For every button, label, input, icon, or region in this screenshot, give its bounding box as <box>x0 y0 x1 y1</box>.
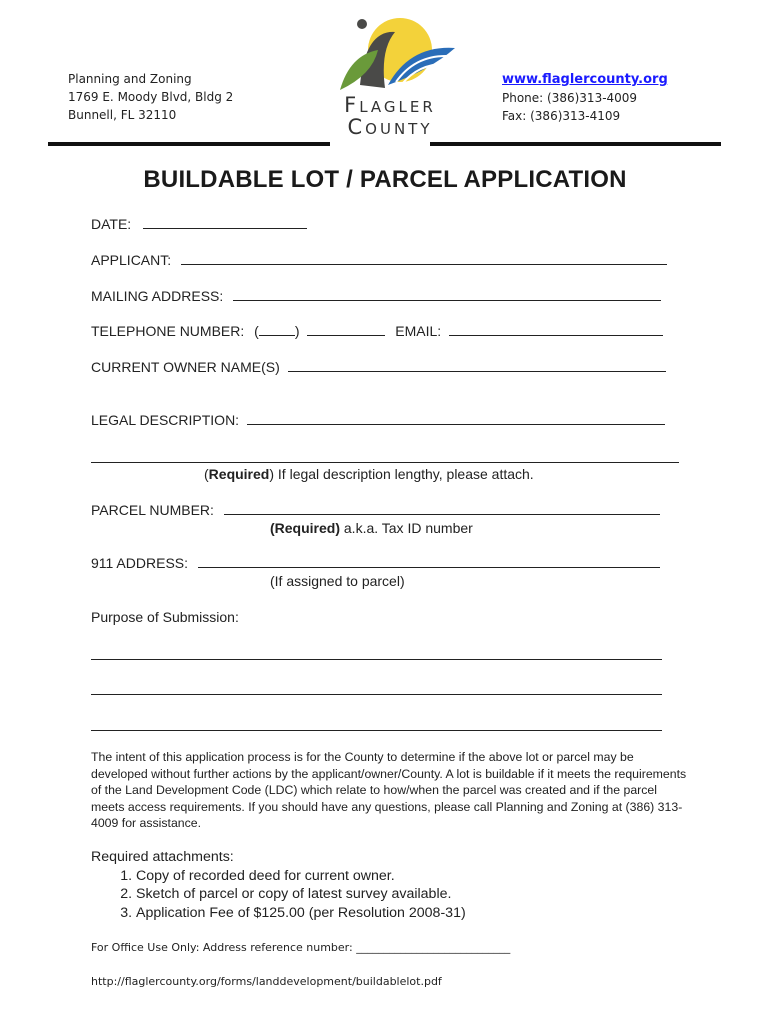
date-field[interactable] <box>143 216 307 229</box>
mailing-address-field[interactable] <box>233 288 661 301</box>
attachment-item: 3. Application Fee of $125.00 (per Resolution 2008-31) <box>136 904 466 923</box>
current-owner-label: CURRENT OWNER NAME(S) <box>91 359 280 375</box>
address-911-label: 911 ADDRESS: <box>91 555 189 571</box>
applicant-field[interactable] <box>181 252 667 265</box>
parcel-note-required: (Required) <box>270 520 340 536</box>
parcel-number-label: PARCEL NUMBER: <box>91 502 214 518</box>
mailing-address-row <box>91 288 661 304</box>
area-code-open: ( <box>254 323 259 339</box>
telephone-row <box>91 323 663 339</box>
office-city: Bunnell, FL 32110 <box>68 108 177 122</box>
mailing-address-label: MAILING ADDRESS: <box>91 288 224 304</box>
email-label: EMAIL: <box>395 323 442 339</box>
logo-line-1: Flagler <box>344 93 436 117</box>
parcel-number-note <box>270 520 473 536</box>
logo-line-2: County <box>347 115 433 139</box>
legal-note-rest: ) If legal description lengthy, please attach. <box>269 466 534 482</box>
date-label: DATE: <box>91 216 132 232</box>
legal-description-label: LEGAL DESCRIPTION: <box>91 412 240 428</box>
office-address <box>68 70 233 124</box>
purpose-line-1[interactable] <box>91 659 662 660</box>
attachments-list <box>91 867 466 923</box>
date-row <box>91 216 307 232</box>
parcel-note-rest: a.k.a. Tax ID number <box>340 520 473 536</box>
applicant-label: APPLICANT: <box>91 252 172 268</box>
attachment-item: 1. Copy of recorded deed for current owner. <box>136 867 466 886</box>
flagler-county-logo <box>310 10 470 150</box>
address-911-row <box>91 555 660 571</box>
legal-note-required: Required <box>208 466 270 482</box>
legal-description-field[interactable] <box>247 412 665 425</box>
fax-number: Fax: (386)313-4109 <box>502 109 621 123</box>
telephone-field[interactable] <box>307 323 385 336</box>
footer-url: http://flaglercounty.org/forms/landdevelopment/buildablelot.pdf <box>91 975 442 988</box>
office-use-line: For Office Use Only: Address reference number: ____________________________ <box>91 941 511 954</box>
parcel-number-field[interactable] <box>224 502 660 515</box>
current-owner-field[interactable] <box>288 359 666 372</box>
address-911-note: (If assigned to parcel) <box>270 573 405 589</box>
intent-paragraph: The intent of this application process is for the County to determine if the above lot or parcel may be developed without further actions by the applicant/owner/County. A lot is buildable if it meets the requirements of the Land Development Code (LDC) which relate to how/when the parcel was created and if the parcel meets access requirements. If you should have any questions, please call Planning and Zoning at (386) 313-4009 for assistance. <box>91 750 687 831</box>
area-code-close: ) <box>294 323 300 339</box>
required-attachments <box>91 848 466 922</box>
page-title: BUILDABLE LOT / PARCEL APPLICATION <box>143 166 627 193</box>
legal-description-line-2[interactable] <box>91 462 679 463</box>
office-street: 1769 E. Moody Blvd, Bldg 2 <box>68 90 234 104</box>
telephone-label: TELEPHONE NUMBER: <box>91 323 245 339</box>
purpose-label: Purpose of Submission: <box>91 609 239 625</box>
attachments-heading: Required attachments: <box>91 849 234 865</box>
address-911-field[interactable] <box>198 555 660 568</box>
header-rule-gap <box>330 140 430 148</box>
legal-note-open: ( <box>204 466 209 482</box>
legal-description-note <box>204 466 534 482</box>
purpose-line-2[interactable] <box>91 694 662 695</box>
website-link[interactable]: www.flaglercounty.org <box>502 72 668 87</box>
current-owner-row <box>91 359 666 375</box>
area-code-field[interactable] <box>259 323 295 336</box>
phone-number: Phone: (386)313-4009 <box>502 91 638 105</box>
logo-text <box>316 94 464 138</box>
office-name: Planning and Zoning <box>68 72 192 86</box>
legal-description-row <box>91 412 665 428</box>
email-field[interactable] <box>449 323 663 336</box>
purpose-line-3[interactable] <box>91 730 662 731</box>
applicant-row <box>91 252 667 268</box>
parcel-number-row <box>91 502 660 518</box>
attachment-item: 2. Sketch of parcel or copy of latest survey available. <box>136 885 466 904</box>
contact-info <box>502 70 668 125</box>
